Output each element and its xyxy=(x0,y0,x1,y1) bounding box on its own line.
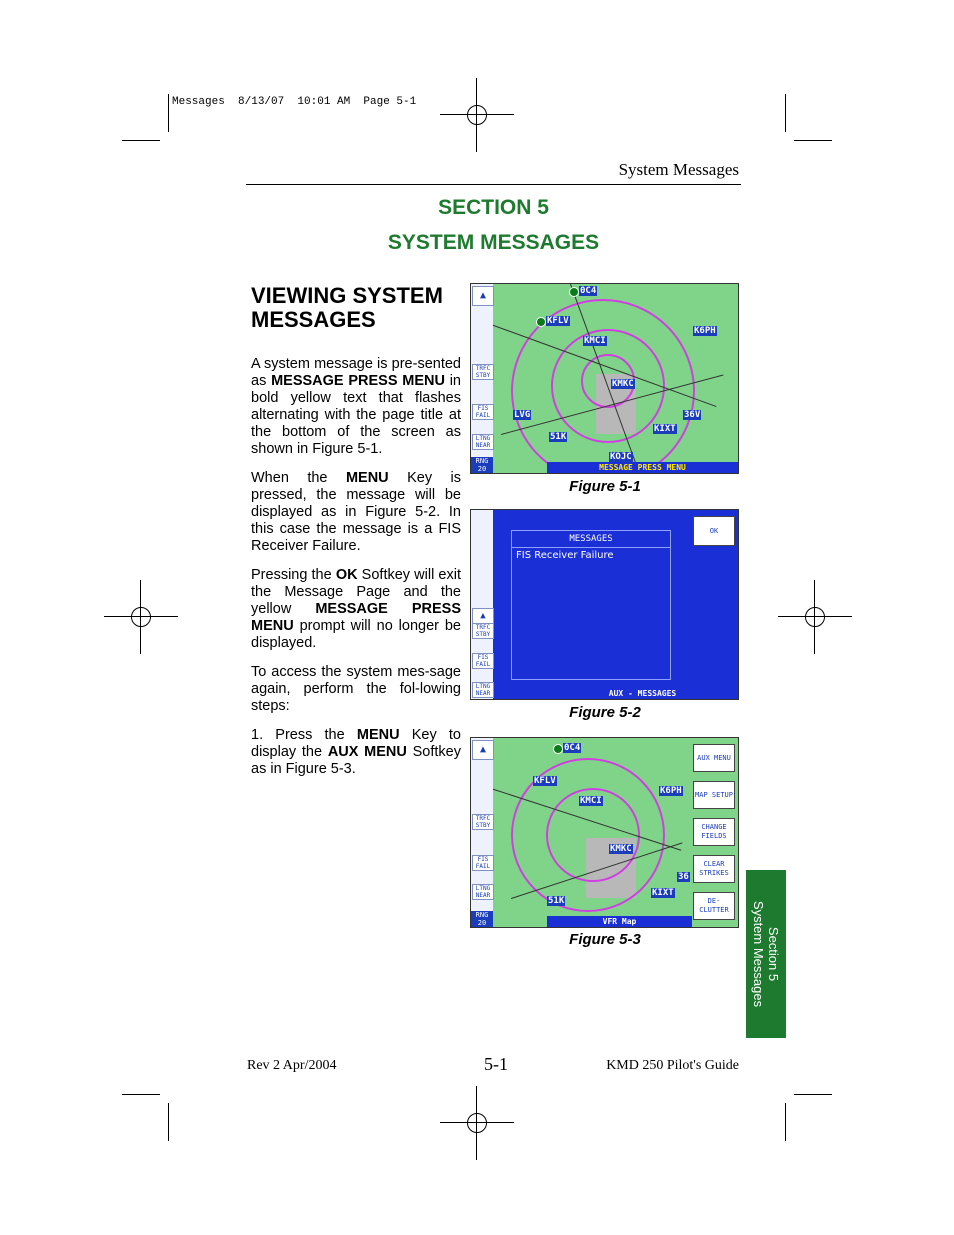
figure-caption: Figure 5-2 xyxy=(569,704,641,721)
waypoint-label: 0C4 xyxy=(580,286,597,296)
airport-symbol xyxy=(553,744,563,754)
messages-panel-title: MESSAGES xyxy=(512,531,670,548)
section-title: SYSTEM MESSAGES xyxy=(387,231,600,254)
range-indicator[interactable]: RNG 20 xyxy=(471,457,493,473)
left-softkey-column xyxy=(471,738,493,927)
waypoint-label: KMKC xyxy=(610,844,632,854)
waypoint-label: 36V xyxy=(684,410,701,420)
registration-mark xyxy=(440,1086,514,1160)
north-up-icon[interactable]: ▲ xyxy=(472,740,494,760)
clear-strikes-softkey[interactable]: CLEAR STRIKES xyxy=(693,855,735,883)
waypoint-label: KFLV xyxy=(534,776,556,786)
declutter-softkey[interactable]: DE-CLUTTER xyxy=(693,892,735,920)
registration-mark xyxy=(778,580,852,654)
waypoint-label: KFLV xyxy=(547,316,569,326)
softkey-ltng-near[interactable]: LTNG NEAR xyxy=(472,884,494,900)
north-up-icon[interactable]: ▲ xyxy=(472,608,494,624)
softkey-fis-fail[interactable]: FIS FAIL xyxy=(472,653,494,669)
paragraph-5: 1. Press the MENU Key to display the AUX MENU Softkey as in Figure 5-3. xyxy=(251,727,461,777)
crop-mark xyxy=(785,1103,786,1141)
softkey-trfc-stby[interactable]: TRFC STBY xyxy=(472,364,494,380)
running-header: System Messages xyxy=(618,160,739,179)
airport-symbol xyxy=(536,317,546,327)
waypoint-label: KIXT xyxy=(654,424,676,434)
softkey-trfc-stby[interactable]: TRFC STBY xyxy=(472,623,494,639)
waypoint-label: 0C4 xyxy=(564,743,581,753)
footer-revision: Rev 2 Apr/2004 xyxy=(247,1058,337,1073)
status-bar-title: AUX - MESSAGES xyxy=(547,688,738,699)
messages-panel xyxy=(511,530,671,680)
waypoint-label: KIXT xyxy=(652,888,674,898)
section-thumb-tab xyxy=(746,870,786,1038)
footer-guide-title: KMD 250 Pilot's Guide xyxy=(606,1058,739,1073)
message-text[interactable]: FIS Receiver Failure xyxy=(516,550,614,561)
waypoint-label: 51K xyxy=(548,896,565,906)
waypoint-label: K6PH xyxy=(660,786,682,796)
figure-5-3-vfr-map-screen xyxy=(470,737,739,928)
crop-mark xyxy=(794,1094,832,1095)
change-fields-softkey[interactable]: CHANGE FIELDS xyxy=(693,818,735,846)
softkey-fis-fail[interactable]: FIS FAIL xyxy=(472,404,494,420)
status-bar-title: VFR Map xyxy=(547,916,692,927)
page-number: 5-1 xyxy=(484,1054,508,1074)
waypoint-label: K6PH xyxy=(694,326,716,336)
crop-mark xyxy=(168,94,169,132)
waypoint-label: KOJC xyxy=(610,452,632,462)
paragraph-2: When the MENU Key is pressed, the message will be displayed as in Figure 5-2. In this case the message is a FIS Receiver Failure. xyxy=(251,470,461,554)
figure-caption: Figure 5-3 xyxy=(569,931,641,948)
status-bar-message: MESSAGE PRESS MENU xyxy=(547,462,738,473)
airport-symbol xyxy=(569,287,579,297)
figure-caption: Figure 5-1 xyxy=(569,478,641,495)
crop-mark xyxy=(168,1103,169,1141)
left-softkey-column xyxy=(471,510,493,699)
page-heading: VIEWING SYSTEM MESSAGES xyxy=(251,283,443,332)
aux-menu-softkey[interactable]: AUX MENU xyxy=(693,744,735,772)
section-number: SECTION 5 xyxy=(438,196,549,219)
crop-mark xyxy=(794,140,832,141)
softkey-trfc-stby[interactable]: TRFC STBY xyxy=(472,814,494,830)
waypoint-label: KMCI xyxy=(580,796,602,806)
thumb-tab-label: Section 5 System Messages xyxy=(751,900,781,1008)
ok-softkey[interactable]: OK xyxy=(693,516,735,546)
paragraph-3: Pressing the OK Softkey will exit the Message Page and the yellow MESSAGE PRESS MENU prompt will no longer be displayed. xyxy=(251,567,461,651)
registration-mark xyxy=(104,580,178,654)
figure-5-1-map-screen xyxy=(470,283,739,474)
waypoint-label: KMKC xyxy=(612,379,634,389)
waypoint-label: KMCI xyxy=(584,336,606,346)
waypoint-label: 51K xyxy=(550,432,567,442)
crop-mark xyxy=(785,94,786,132)
softkey-ltng-near[interactable]: LTNG NEAR xyxy=(472,434,494,450)
softkey-ltng-near[interactable]: LTNG NEAR xyxy=(472,682,494,698)
map-setup-softkey[interactable]: MAP SETUP xyxy=(693,781,735,809)
left-softkey-column xyxy=(471,284,493,473)
north-up-icon[interactable]: ▲ xyxy=(472,286,494,306)
figure-5-2-messages-screen xyxy=(470,509,739,700)
registration-mark xyxy=(440,78,514,152)
waypoint-label: LVG xyxy=(514,410,531,420)
range-indicator[interactable]: RNG 20 xyxy=(471,911,493,927)
header-rule xyxy=(246,184,741,185)
paragraph-4: To access the system mes-sage again, perform the fol-lowing steps: xyxy=(251,664,461,714)
crop-mark xyxy=(122,140,160,141)
crop-mark xyxy=(122,1094,160,1095)
softkey-fis-fail[interactable]: FIS FAIL xyxy=(472,855,494,871)
waypoint-label: 36 xyxy=(678,872,689,882)
paragraph-1: A system message is pre-sented as MESSAGE PRESS MENU in bold yellow text that flashes alternating with the page title at the bottom of the screen as shown in Figure 5-1. xyxy=(251,356,461,457)
printer-slug: Messages 8/13/07 10:01 AM Page 5-1 xyxy=(172,96,417,108)
